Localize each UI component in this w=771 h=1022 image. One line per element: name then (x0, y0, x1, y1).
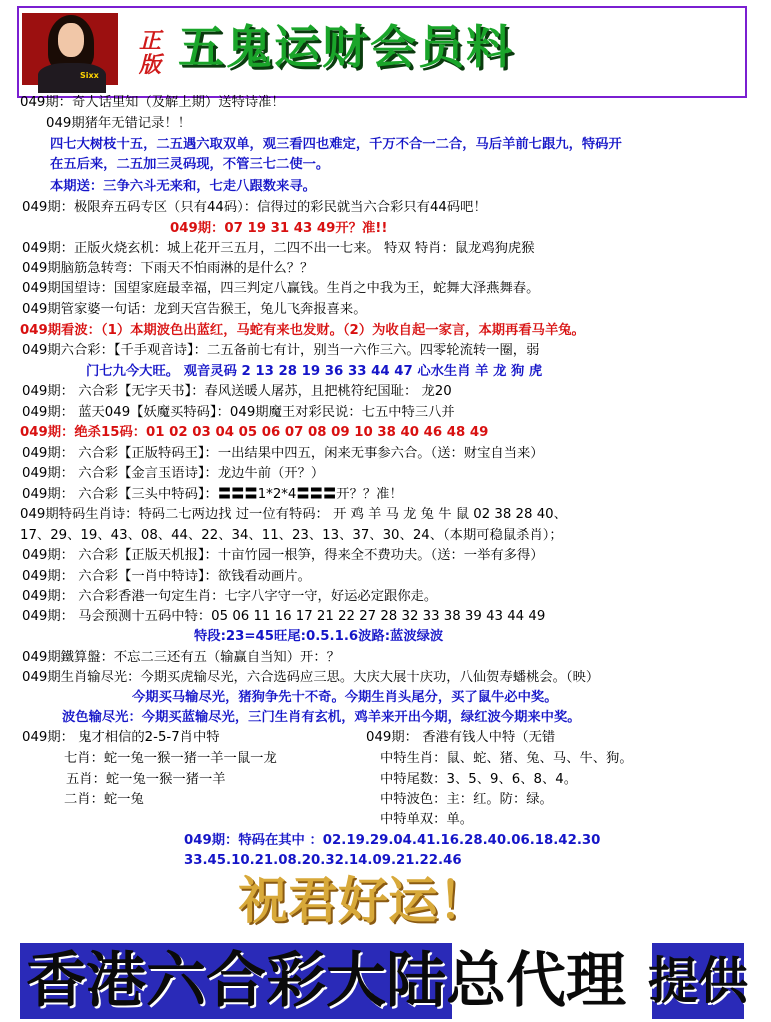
good-luck-slogan: 祝君好运！ (238, 871, 488, 930)
text-line: 特段:23=45旺尾:0.5.1.6波路:蓝波绿波 (194, 629, 444, 644)
text-line: 049期：绝杀15码：01 02 03 04 05 06 07 08 09 10 38 40 46 48 49 (20, 425, 489, 440)
text-line: 049期： 六合彩【三头中特码】：〓〓〓1*2*4〓〓〓开？？准！ (22, 487, 403, 502)
agent-banner (20, 943, 626, 1019)
text-line: 在五后来，二五加三灵码现，不管三七二使一。 (50, 157, 330, 172)
text-line: 049期六合彩：【千手观音诗】：二五备前七有计，别当一六作三六。四零轮流转一圈，弱 (22, 343, 540, 358)
portrait-face (58, 23, 84, 57)
text-line: 049期特码生肖诗：特码二七两边找 过一位有特码： 开 鸡 羊 马 龙 兔 牛 鼠 02 38 28 40、 (20, 507, 567, 522)
text-line: 中特波色：主：红。防：绿。 (380, 792, 553, 807)
text-line: 049期管家婆一句话：龙到天宫告猴王，兔儿飞奔报喜来。 (22, 302, 367, 317)
text-line: 049期： 六合彩【一肖中特诗】：欲钱看动画片。 (22, 569, 311, 584)
text-line: 049期： 六合彩【正版天机报】：十亩竹园一根笋，得来全不费功夫。（送：一举有多得） (22, 548, 544, 563)
text-line: 门七九今大旺。 观音灵码 2 13 28 19 36 33 44 47 心水生肖 羊 龙 狗 虎 (86, 364, 543, 379)
text-line: 049期： 六合彩【无字天书】：春风送暖人屠苏，且把桃符纪国耻： 龙20 (22, 384, 452, 399)
provider-banner (648, 943, 748, 1019)
text-line: 049期：特码在其中 ：02.19.29.04.41.16.28.40.06.18.42.30 (184, 833, 601, 848)
text-line: 049期生肖输尽光：今期买虎输尽光，六合选码应三思。大庆大展十庆功，八仙贺寿蟠桃会。（映） (22, 670, 600, 685)
text-line: 049期：正版火烧玄机：城上花开三五月，二四不出一七来。 特双 特肖：鼠龙鸡狗虎猴 (22, 241, 535, 256)
text-line: 五肖：蛇一兔一猴一猪一羊 (66, 772, 226, 787)
text-line: 049期鐵算盤：不忘二三还有五（输赢自当知）开：？ (22, 650, 340, 665)
text-line: 049期猪年无错记录！！ (46, 116, 192, 131)
text-line: 今期买马输尽光，猪狗争先十不奇。今期生肖头尾分，买了鼠牛必中奖。 (132, 690, 558, 705)
text-line: 049期国望诗：国望家庭最幸福，四三判定八赢钱。生肖之中我为王，蛇舞大泽燕舞春。 (22, 281, 540, 296)
text-line: 049期： 鬼才相信的2-5-7肖中特 (22, 730, 220, 745)
page-title: 五鬼运财会员料 (178, 20, 514, 74)
text-line: 049期： 蓝天049【妖魔买特码】：049期魔王对彩民说：七五中特三八并 (22, 405, 455, 420)
portrait-photo (22, 13, 118, 85)
provider-banner-text: 提供 (648, 951, 748, 1010)
text-line: 049期： 六合彩【正版特码王】：一出结果中四五，闲来无事参六合。（送：财宝自当来） (22, 446, 544, 461)
photo-tag: Sixx (80, 71, 99, 80)
agent-banner-text: 香港六合彩大陆总代理 (26, 946, 626, 1016)
text-line: 049期：极限弃五码专区（只有44码）：信得过的彩民就当六合彩只有44码吧！ (22, 200, 487, 215)
text-line: 049期： 六合彩【金言玉语诗】：龙边牛前（开？） (22, 466, 325, 481)
text-line: 17、29、19、43、08、44、22、34、11、23、13、37、30、24、（本期可稳鼠杀肖）； (20, 528, 563, 543)
text-line: 四七大树枝十五，二五遇六取双单，观三看四也难定，千万不合一二合，马后羊前七跟九，特码开 (50, 137, 622, 152)
text-line: 中特单双：单。 (380, 812, 474, 827)
text-line: 049期： 马会预测十五码中特：05 06 11 16 17 21 22 27 28 32 33 38 39 43 44 49 (22, 609, 546, 624)
text-line: 本期送：三争六斗无来和，七走八跟数来寻。 (50, 179, 316, 194)
text-line: 33.45.10.21.08.20.32.14.09.21.22.46 (184, 853, 462, 868)
authentic-stamp: 正版 (138, 29, 161, 78)
text-line: 049期： 六合彩香港一句定生肖：七字八字守一守，好运必定跟你走。 (22, 589, 438, 604)
text-line: 049期看波：（1）本期波色出蓝红，马蛇有来也发财。（2）为收自起一家言，本期再看马羊兔。 (20, 323, 585, 338)
text-line: 波色输尽光：今期买蓝输尽光，三门生肖有玄机，鸡羊来开出今期，绿红波今期来中奖。 (62, 710, 581, 725)
text-line: 049期：07 19 31 43 49开？准!! (170, 221, 388, 236)
text-line: 二肖：蛇一兔 (64, 792, 144, 807)
text-line: 七肖：蛇一兔一猴一猪一羊一鼠一龙 (64, 751, 277, 766)
text-line: 049期脑筋急转弯：下雨天不怕雨淋的是什么？？ (22, 261, 314, 276)
text-line: 049期： 香港有钱人中特（无错 (366, 730, 556, 745)
text-line: 049期：奇人话里知（及解上期）送特诗准！ (20, 95, 285, 110)
text-line: 中特生肖：鼠、蛇、猪、兔、马、牛、狗。 (380, 751, 633, 766)
text-line: 中特尾数：3、5、9、6、8、4。 (380, 772, 578, 787)
